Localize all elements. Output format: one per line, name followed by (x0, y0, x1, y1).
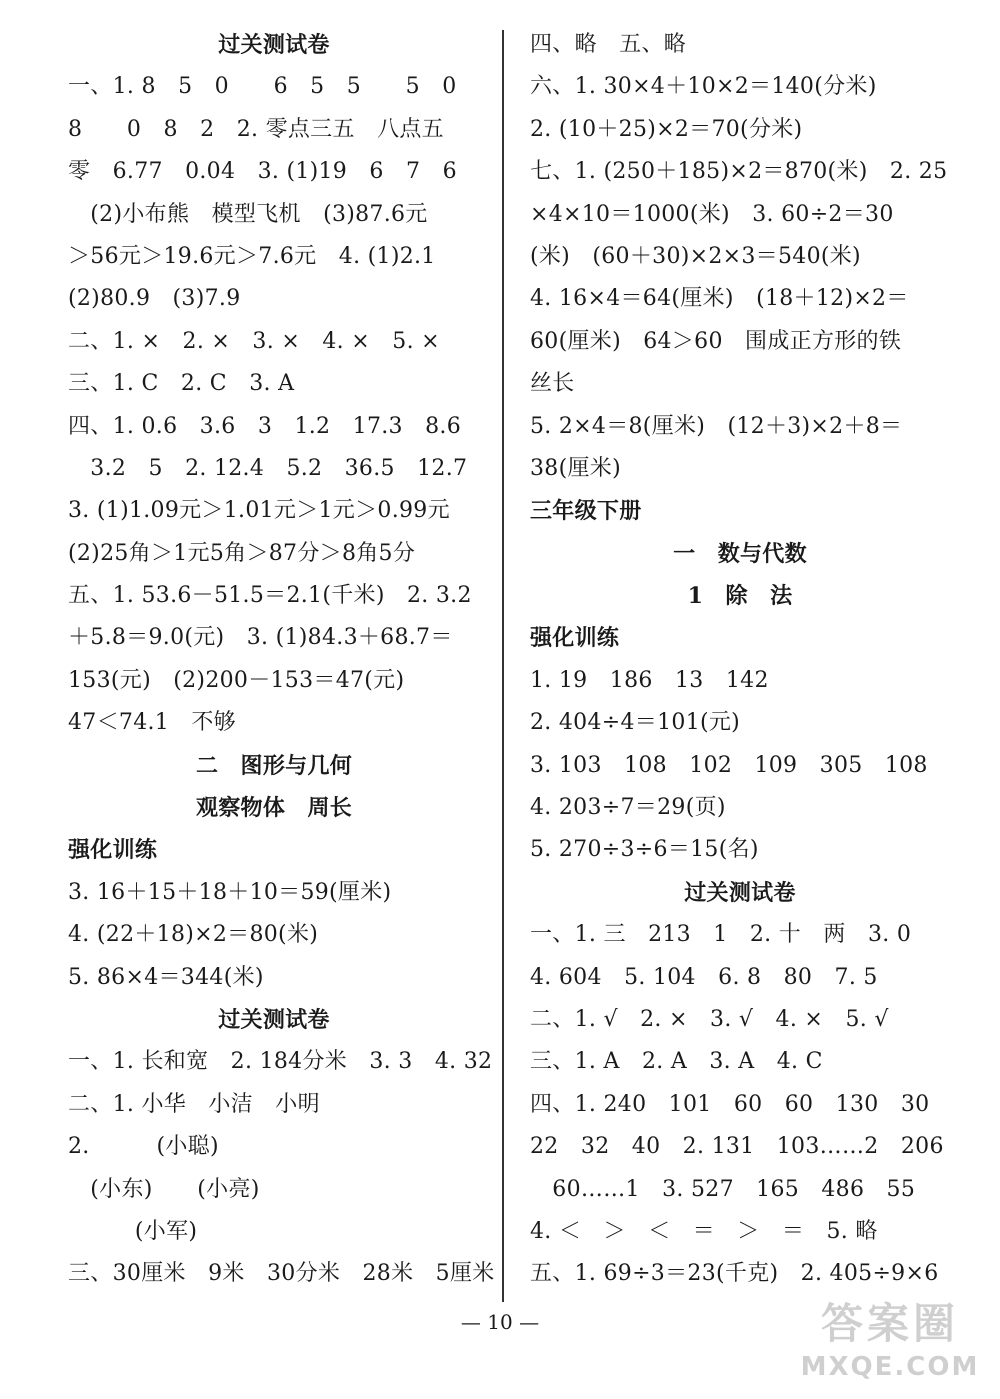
column-divider (502, 30, 504, 1302)
answer-line: 一、1. 8 5 0 6 5 5 5 0 (68, 74, 457, 100)
answer-line: 5. 270÷3÷6＝15(名) (530, 837, 759, 863)
answer-line: 4. 604 5. 104 6. 8 80 7. 5 (530, 964, 878, 990)
answer-line: 4. 16×4＝64(厘米) (18＋12)×2＝ (530, 286, 909, 312)
answer-line: 5. 2×4＝8(厘米) (12＋3)×2＋8＝ (530, 413, 903, 439)
answer-line: 三、1. A 2. A 3. A 4. C (530, 1049, 823, 1075)
answer-line: 3. 16＋15＋18＋10＝59(厘米) (68, 879, 392, 905)
answer-line: 三、1. C 2. C 3. A (68, 371, 295, 397)
answer-line: 七、1. (250＋185)×2＝870(米) 2. 25 (530, 159, 948, 185)
answer-line: ×4×10＝1000(米) 3. 60÷2＝30 (530, 201, 894, 227)
answer-line: 五、1. 69÷3＝23(千克) 2. 405÷9×6 (530, 1261, 939, 1287)
answer-line: 5. 86×4＝344(米) (68, 964, 264, 990)
answer-line: 153(元) (2)200－153＝47(元) (68, 667, 405, 693)
answer-line: (米) (60＋30)×2×3＝540(米) (530, 243, 861, 269)
answer-line: (小军) (68, 1218, 198, 1244)
answer-line: (2)25角＞1元5角＞87分＞8角5分 (68, 540, 416, 566)
sub-heading: 强化训练 (68, 837, 158, 864)
answer-line: 1. 19 186 13 142 (530, 667, 769, 693)
answer-line: (2)80.9 (3)7.9 (68, 286, 241, 312)
answer-line: 2. (小聪) (68, 1134, 219, 1160)
sub-heading: 三年级下册 (530, 498, 642, 525)
answer-line: 2. (10＋25)×2＝70(分米) (530, 116, 803, 142)
answer-line: 二、1. √ 2. × 3. √ 4. × 5. √ (530, 1006, 889, 1032)
answer-line: 38(厘米) (530, 455, 621, 481)
section-heading: 一 数与代数 (673, 540, 807, 567)
answer-line: 60……1 3. 527 165 486 55 (530, 1176, 916, 1202)
answer-line: 2. 404÷4＝101(元) (530, 710, 741, 736)
answer-line: 22 32 40 2. 131 103……2 206 (530, 1134, 944, 1160)
sub-heading: 强化训练 (530, 625, 620, 652)
answer-line: 4. (22＋18)×2＝80(米) (68, 922, 319, 948)
answer-line: 3.2 5 2. 12.4 5.2 36.5 12.7 (68, 455, 468, 481)
watermark-url: MXQE.COM (800, 1352, 980, 1382)
answer-line: 五、1. 53.6－51.5＝2.1(千米) 2. 3.2 (68, 583, 472, 609)
answer-line: 三、30厘米 9米 30分米 28米 5厘米 (68, 1261, 495, 1287)
answer-line: 四、1. 0.6 3.6 3 1.2 17.3 8.6 (68, 413, 462, 439)
answer-line: 一、1. 长和宽 2. 184分米 3. 3 4. 32 (68, 1049, 493, 1075)
answer-line: 一、1. 三 213 1 2. 十 两 3. 0 (530, 922, 912, 948)
watermark-text: 答案圈 (820, 1299, 959, 1348)
answer-line: 四、略 五、略 (530, 32, 687, 57)
answer-line: (2)小布熊 模型飞机 (3)87.6元 (68, 201, 428, 227)
section-heading: 观察物体 周长 (195, 795, 353, 822)
answer-line: 六、1. 30×4＋10×2＝140(分米) (530, 74, 877, 100)
left-column (68, 24, 495, 1296)
section-heading: 过关测试卷 (684, 879, 796, 906)
answer-line: (小东) (小亮) (68, 1176, 260, 1202)
answer-line: 47＜74.1 不够 (68, 710, 236, 736)
answer-line: 二、1. 小华 小洁 小明 (68, 1091, 320, 1117)
section-heading: 1 除 法 (687, 583, 793, 610)
section-heading: 过关测试卷 (218, 32, 330, 58)
right-column (530, 24, 950, 1296)
watermark-logo (790, 1297, 990, 1393)
answer-line: 3. (1)1.09元＞1.01元＞1元＞0.99元 (68, 498, 450, 524)
answer-line: 3. 103 108 102 109 305 108 (530, 752, 928, 778)
page-number: — 10 — (460, 1310, 540, 1334)
answer-line: 8 0 8 2 2. 零点三五 八点五 (68, 116, 444, 142)
answer-line: ＋5.8＝9.0(元) 3. (1)84.3＋68.7＝ (68, 625, 453, 651)
answer-line: ＞56元＞19.6元＞7.6元 4. (1)2.1 (68, 243, 436, 269)
answer-line: 丝长 (530, 371, 575, 397)
section-heading: 二 图形与几何 (195, 752, 353, 779)
answer-line: 四、1. 240 101 60 60 130 30 (530, 1091, 930, 1117)
answer-line: 零 6.77 0.04 3. (1)19 6 7 6 (68, 159, 457, 185)
section-heading: 过关测试卷 (218, 1006, 330, 1033)
answer-line: 4. 203÷7＝29(页) (530, 795, 726, 821)
answer-line: 60(厘米) 64＞60 围成正方形的铁 (530, 328, 902, 354)
answer-line: 二、1. × 2. × 3. × 4. × 5. × (68, 328, 440, 354)
answer-line: 4. ＜ ＞ ＜ ＝ ＞ ＝ 5. 略 (530, 1218, 878, 1244)
